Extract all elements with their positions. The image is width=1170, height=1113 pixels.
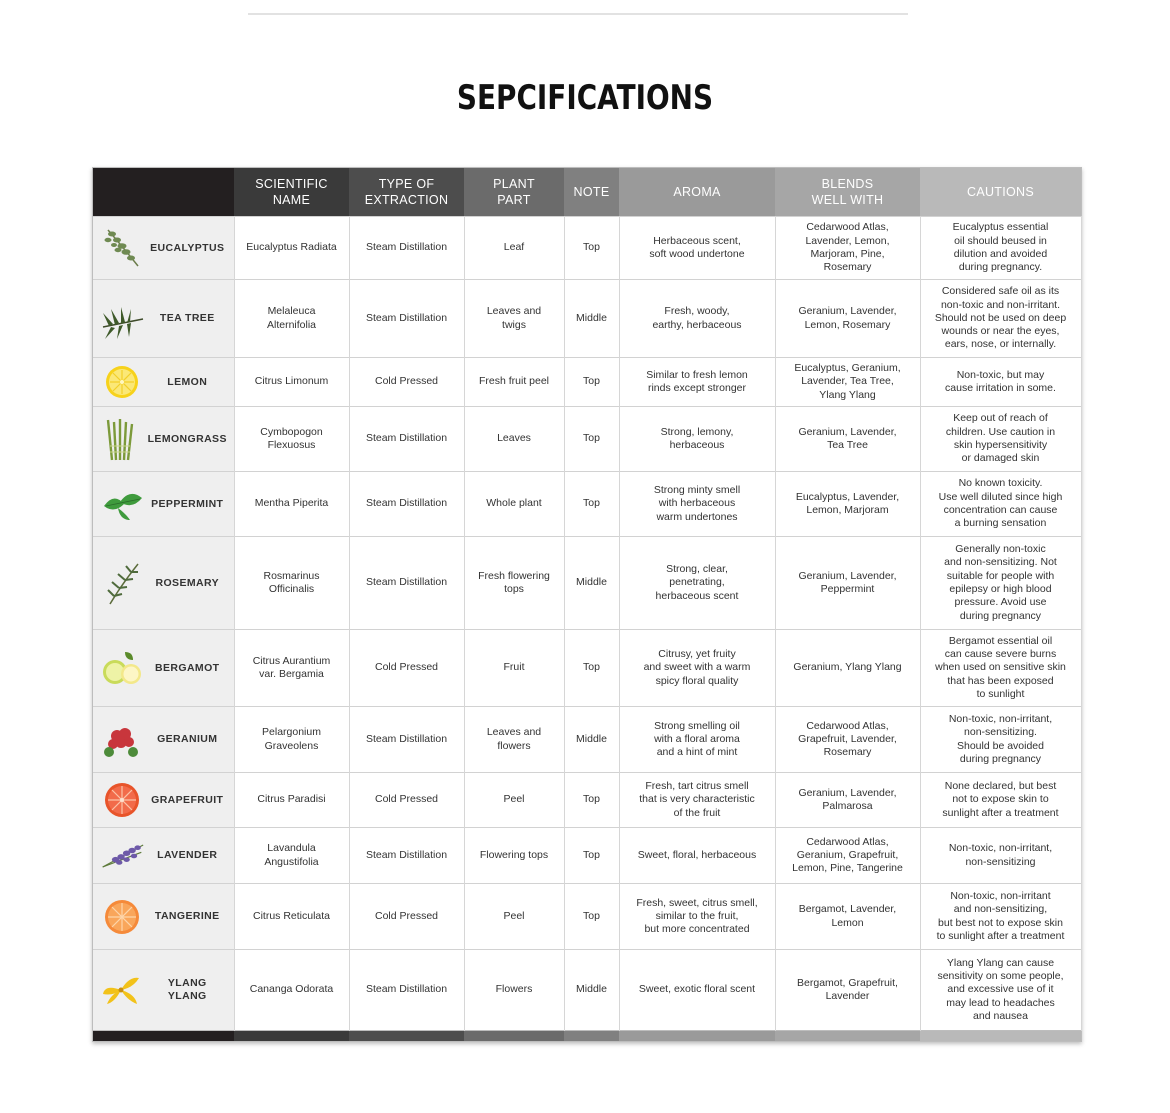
blends-cell: Cedarwood Atlas, Grapefruit, Lavender, Rosemary (775, 707, 920, 773)
oil-name-cell (93, 773, 234, 828)
lavender-icon (99, 833, 145, 879)
page-title: SEPCIFICATIONS (456, 78, 714, 118)
oil-name-cell (93, 828, 234, 884)
blends-cell: Geranium, Lavender, Tea Tree (775, 407, 920, 472)
plant-part-cell: Flowering tops (464, 828, 564, 884)
grapefruit-icon (99, 777, 145, 823)
plant-part-cell: Whole plant (464, 472, 564, 537)
header-plant-part: PLANT PART (464, 168, 564, 217)
oil-name-cell (93, 280, 234, 358)
aroma-cell: Strong, clear, penetrating, herbaceous scent (619, 537, 775, 630)
extraction-cell: Cold Pressed (349, 630, 464, 707)
header-scientific-name: SCIENTIFIC NAME (234, 168, 349, 217)
oil-name: EUCALYPTUS (150, 241, 225, 254)
aroma-cell: Strong, lemony, herbaceous (619, 407, 775, 472)
oil-name: GERANIUM (157, 733, 218, 745)
note-cell: Middle (564, 707, 619, 773)
lemon-icon (99, 359, 145, 405)
oil-name-cell (93, 217, 234, 280)
scientific-name-cell: Citrus Paradisi (234, 773, 349, 828)
oil-name: LAVENDER (157, 849, 218, 861)
cautions-cell: No known toxicity. Use well diluted since high concentration can cause a burning sensation (920, 472, 1081, 537)
blends-cell: Eucalyptus, Lavender, Lemon, Marjoram (775, 472, 920, 537)
note-cell: Top (564, 358, 619, 407)
scientific-name-cell: Lavandula Angustifolia (234, 828, 349, 884)
eucalyptus-icon (99, 225, 145, 271)
cautions-cell: Non-toxic, non-irritant, non-sensitizing (920, 828, 1081, 884)
extraction-cell: Cold Pressed (349, 358, 464, 407)
extraction-cell: Steam Distillation (349, 280, 464, 358)
extraction-cell: Steam Distillation (349, 828, 464, 884)
blends-cell: Geranium, Lavender, Peppermint (775, 537, 920, 630)
table-row (93, 407, 1081, 472)
extraction-cell: Steam Distillation (349, 537, 464, 630)
cautions-cell: Keep out of reach of children. Use caution in skin hypersensitivity or damaged skin (920, 407, 1081, 472)
cautions-cell: Ylang Ylang can cause sensitivity on some people, and excessive use of it may lead to headaches and nausea (920, 950, 1081, 1031)
table-row (93, 707, 1081, 773)
aroma-cell: Similar to fresh lemon rinds except stronger (619, 358, 775, 407)
cautions-cell: Bergamot essential oil can cause severe burns when used on sensitive skin that has been exposed to sunlight (920, 630, 1081, 707)
blends-cell: Bergamot, Grapefruit, Lavender (775, 950, 920, 1031)
blends-cell: Cedarwood Atlas, Geranium, Grapefruit, Lemon, Pine, Tangerine (775, 828, 920, 884)
table-row (93, 280, 1081, 358)
specifications-table (92, 167, 1082, 1042)
note-cell: Middle (564, 950, 619, 1031)
bergamot-icon (99, 645, 145, 691)
aroma-cell: Fresh, woody, earthy, herbaceous (619, 280, 775, 358)
header-blends-well-with: BLENDS WELL WITH (775, 168, 920, 217)
note-cell: Middle (564, 537, 619, 630)
blends-cell: Cedarwood Atlas, Lavender, Lemon, Marjoram, Pine, Rosemary (775, 217, 920, 280)
blends-cell: Geranium, Ylang Ylang (775, 630, 920, 707)
cautions-cell: Non-toxic, non-irritant and non-sensitizing, but best not to expose skin to sunlight after a treatment (920, 884, 1081, 950)
blends-cell: Geranium, Lavender, Lemon, Rosemary (775, 280, 920, 358)
extraction-cell: Cold Pressed (349, 773, 464, 828)
tangerine-icon (99, 894, 145, 940)
scientific-name-cell: Citrus Reticulata (234, 884, 349, 950)
extraction-cell: Steam Distillation (349, 707, 464, 773)
table-row (93, 537, 1081, 630)
note-cell: Top (564, 828, 619, 884)
oil-name: ROSEMARY (155, 576, 219, 589)
plant-part-cell: Fruit (464, 630, 564, 707)
oil-name-cell (93, 472, 234, 537)
oil-name-cell (93, 407, 234, 472)
geranium-icon (99, 717, 145, 763)
table-row (93, 950, 1081, 1031)
note-cell: Top (564, 407, 619, 472)
note-cell: Top (564, 773, 619, 828)
oil-name-cell (93, 537, 234, 630)
scientific-name-cell: Melaleuca Alternifolia (234, 280, 349, 358)
plant-part-cell: Leaves (464, 407, 564, 472)
oil-name: TEA TREE (159, 312, 215, 324)
oil-name: GRAPEFRUIT (151, 793, 224, 806)
plant-part-cell: Flowers (464, 950, 564, 1031)
top-divider (248, 13, 908, 15)
scientific-name-cell: Cananga Odorata (234, 950, 349, 1031)
oil-name: YLANG YLANG (167, 977, 207, 1002)
table-row (93, 828, 1081, 884)
oil-name-cell (93, 630, 234, 707)
header-note: NOTE (564, 168, 619, 217)
plant-part-cell: Peel (464, 773, 564, 828)
aroma-cell: Strong minty smell with herbaceous warm undertones (619, 472, 775, 537)
table-row (93, 358, 1081, 407)
oil-name-cell (93, 950, 234, 1031)
plant-part-cell: Peel (464, 884, 564, 950)
blends-cell: Bergamot, Lavender, Lemon (775, 884, 920, 950)
plant-part-cell: Fresh flowering tops (464, 537, 564, 630)
header-type-of-extraction: TYPE OF EXTRACTION (349, 168, 464, 217)
note-cell: Top (564, 472, 619, 537)
peppermint-icon (99, 481, 145, 527)
header-row (93, 168, 1081, 217)
cautions-cell: Eucalyptus essential oil should beused in dilution and avoided during pregnancy. (920, 217, 1081, 280)
lemongrass-icon (99, 416, 145, 462)
scientific-name-cell: Rosmarinus Officinalis (234, 537, 349, 630)
note-cell: Middle (564, 280, 619, 358)
aroma-cell: Sweet, exotic floral scent (619, 950, 775, 1031)
plant-part-cell: Leaf (464, 217, 564, 280)
cautions-cell: Non-toxic, non-irritant, non-sensitizing. Should be avoided during pregnancy (920, 707, 1081, 773)
note-cell: Top (564, 884, 619, 950)
oil-name: PEPPERMINT (151, 497, 224, 510)
table-row (93, 630, 1081, 707)
table-row (93, 472, 1081, 537)
table-row (93, 773, 1081, 828)
blends-cell: Eucalyptus, Geranium, Lavender, Tea Tree, Ylang Ylang (775, 358, 920, 407)
table-row (93, 884, 1081, 950)
oil-name-cell (93, 707, 234, 773)
table-footer-bar (93, 1031, 1081, 1042)
note-cell: Top (564, 630, 619, 707)
oil-name: LEMON (167, 375, 208, 388)
scientific-name-cell: Eucalyptus Radiata (234, 217, 349, 280)
plant-part-cell: Leaves and twigs (464, 280, 564, 358)
plant-part-cell: Fresh fruit peel (464, 358, 564, 407)
scientific-name-cell: Pelargonium Graveolens (234, 707, 349, 773)
oil-name: LEMONGRASS (147, 432, 227, 445)
header-cautions: CAUTIONS (920, 168, 1081, 217)
scientific-name-cell: Mentha Piperita (234, 472, 349, 537)
oil-name-cell (93, 884, 234, 950)
plant-part-cell: Leaves and flowers (464, 707, 564, 773)
oil-name: TANGERINE (154, 910, 220, 922)
header-name (93, 168, 234, 217)
cautions-cell: Considered safe oil as its non-toxic and non-irritant. Should not be used on deep wounds or near the eyes, ears, nose, or internally. (920, 280, 1081, 358)
oil-name: BERGAMOT (155, 661, 220, 674)
tea-tree-icon (99, 296, 145, 342)
aroma-cell: Strong smelling oil with a floral aroma and a hint of mint (619, 707, 775, 773)
oil-name-cell (93, 358, 234, 407)
scientific-name-cell: Citrus Aurantium var. Bergamia (234, 630, 349, 707)
aroma-cell: Sweet, floral, herbaceous (619, 828, 775, 884)
extraction-cell: Cold Pressed (349, 884, 464, 950)
blends-cell: Geranium, Lavender, Palmarosa (775, 773, 920, 828)
aroma-cell: Herbaceous scent, soft wood undertone (619, 217, 775, 280)
rosemary-icon (99, 560, 145, 606)
cautions-cell: None declared, but best not to expose skin to sunlight after a treatment (920, 773, 1081, 828)
ylang-ylang-icon (99, 967, 145, 1013)
scientific-name-cell: Cymbopogon Flexuosus (234, 407, 349, 472)
table-row (93, 217, 1081, 280)
aroma-cell: Fresh, sweet, citrus smell, similar to the fruit, but more concentrated (619, 884, 775, 950)
cautions-cell: Generally non-toxic and non-sensitizing. Not suitable for people with epilepsy or high blood pressure. Avoid use during pregnancy (920, 537, 1081, 630)
aroma-cell: Fresh, tart citrus smell that is very characteristic of the fruit (619, 773, 775, 828)
cautions-cell: Non-toxic, but may cause irritation in some. (920, 358, 1081, 407)
aroma-cell: Citrusy, yet fruity and sweet with a warm spicy floral quality (619, 630, 775, 707)
header-aroma: AROMA (619, 168, 775, 217)
extraction-cell: Steam Distillation (349, 472, 464, 537)
extraction-cell: Steam Distillation (349, 950, 464, 1031)
scientific-name-cell: Citrus Limonum (234, 358, 349, 407)
extraction-cell: Steam Distillation (349, 407, 464, 472)
extraction-cell: Steam Distillation (349, 217, 464, 280)
note-cell: Top (564, 217, 619, 280)
